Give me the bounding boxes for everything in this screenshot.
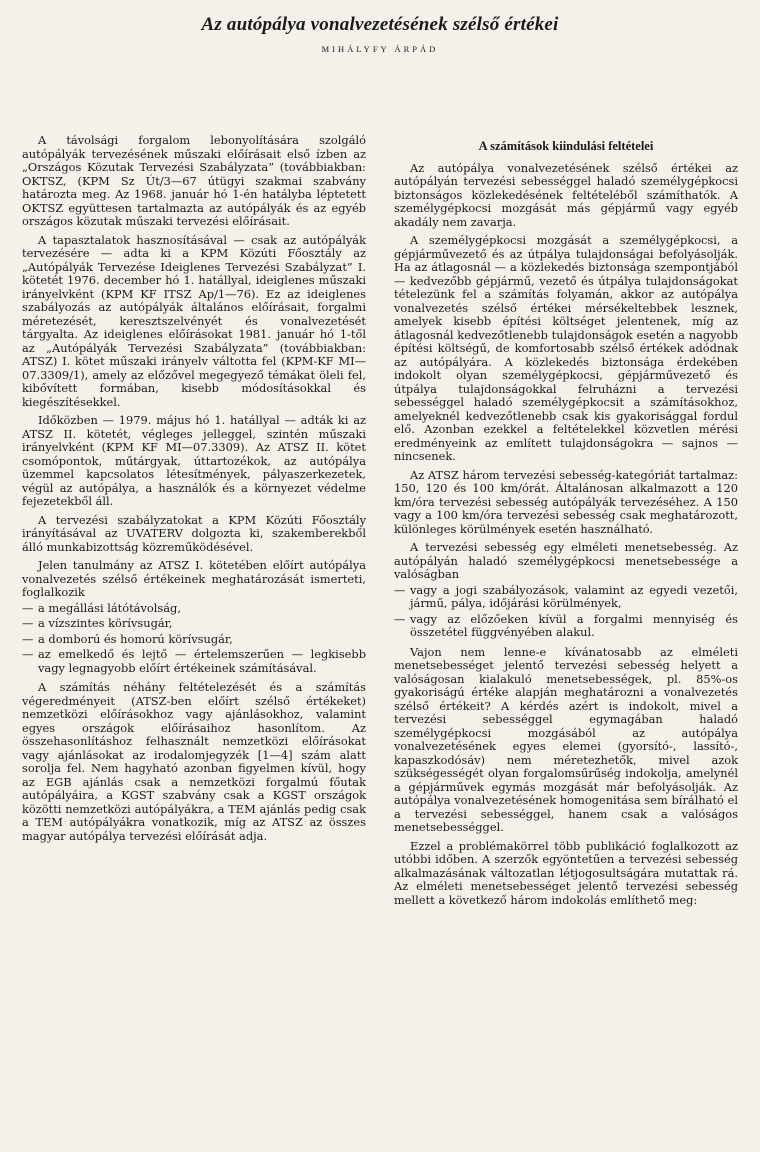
- paragraph: Jelen tanulmány az ATSZ I. kötetében előírt autópálya vonalvezetés szélső értékeinek meghatározását ismerteti, foglalkozik: [22, 558, 366, 599]
- left-column: [22, 134, 366, 912]
- paragraph: Vajon nem lenne-e kívánatosabb az elméleti menetsebességet jelentő tervezési sebesség helyett a valóságosan kialakuló menetsebességek, pl. 85%-os gyakoriságú értéke alapján meghatározni a vonalvezetés szélső értékeit? A kérdés azért is indokolt, mivel a tervezési sebességgel egymagában haladó személygépkocsi mozgásából az autópálya vonalvezetésének egyes elemei (gyorsító-, lassító-, kapaszkodósáv) nem méretezhetők, mivel azok szükségességét olyan forgalomsűrűség indokolja, amelynél a gépjárművek egymás mozgását már befolyásolják. Az autópálya vonalvezetésének homogenitása sem bírálható el a tervezési sebességgel, hanem csak a valóságos menetsebességgel.: [394, 644, 738, 834]
- paragraph: A tervezési szabályzatokat a KPM Közúti Főosztály irányításával az UVATERV dolgozta ki, szakemberekből álló munkabizottság közreműködésével.: [22, 512, 366, 554]
- paragraph: Az autópálya vonalvezetésének szélső értékei az autópályán tervezési sebességgel haladó személygépkocsi biztonságos közlekedésének feltételéből számíthatók. A személygépkocsi mozgását más gépjármű vagy egyéb akadály nem zavarja.: [394, 160, 738, 229]
- section-heading: A számítások kiindulási feltételei: [478, 139, 654, 153]
- list-item: — az emelkedő és lejtő — értelemszerűen — legkisebb vagy legnagyobb előírt értékeinek számításával.: [22, 647, 366, 675]
- article-title: Az autópálya vonalvezetésének szélső értékei: [201, 14, 559, 35]
- list-item: — vagy a jogi szabályozások, valamint az egyedi vezetői, jármű, pálya, időjárási körülmények,: [394, 582, 738, 610]
- paragraph: A számítás néhány feltételezését és a számítás végeredményeit (ATSZ-ben előírt szélső értékeket) nemzetközi előírásokhoz vagy ajánlásokhoz, valamint egyes országok előírásaihoz hasonlítom. Az összehasonlításhoz felhasznált nemzetközi előírásokat vagy ajánlásokat az irodalomjegyzék [1—4] szám alatt sorolja fel. Nem hagyható azonban figyelmen kívül, hogy az EGB ajánlás csak a nemzetközi forgalmú főutak autópályáira, a KGST szabvány csak a KGST országok közötti nemzetközi autópályákra, a TEM ajánlás pedig csak a TEM autópályákra vonatkozik, míg az ATSZ az összes magyar autópálya tervezési előírását adja.: [22, 680, 366, 843]
- paragraph: A tapasztalatok hasznosításával — csak az autópályák tervezésére — adta ki a KPM Közúti Főosztály az „Autópályák Tervezése Ideiglenes Tervezési Szabályzat” I. kötetét 1976. december hó 1. hatállyal, ideiglenes műszaki irányelvként (KPM KF ITSZ Ap/1—76). Ez az ideiglenes szabályozás az autópályák általános előírásait, forgalmi méretezését, keresztszelvényét és vonalvezetését tárgyalta. Az ideiglenes előírásokat 1981. január hó 1-től az „Autópályák Tervezési Szabályzata” (továbbiakban: ATSZ) I. kötet műszaki irányelv váltotta fel (KPM-KF MI—07.3309/1), amely az előzővel megegyező témákat öleli fel, kibővített formában, kisebb módosításokkal és kiegészítésekkel.: [22, 232, 366, 409]
- paragraph: A távolsági forgalom lebonyolítására szolgáló autópályák tervezésének műszaki előírásait első ízben az „Országos Közutak Tervezési Szabályzata” (továbbiakban: OKTSZ, (KPM Sz Út/3—67 útügyi szakmai szabvány határozta meg. Az 1968. január hó 1-én hatályba léptetett OKTSZ együttesen tartalmazta az autópályák és az egyéb országos közutak műszaki tervezési előírásait.: [22, 133, 366, 228]
- paragraph: A tervezési sebesség egy elméleti menetsebesség. Az autópályán haladó személygépkocsi menetsebessége a valóságban: [394, 540, 738, 581]
- list-item: — vagy az előzőeken kívül a forgalmi mennyiség és összetétel függvényében alakul.: [394, 611, 738, 639]
- paragraph: Ezzel a problémakörrel több publikáció foglalkozott az utóbbi időben. A szerzők egyöntetűen a tervezési sebesség alkalmazásának változatlan létjogosultságára mutattak rá. Az elméleti menetsebességet jelentő tervezési sebesség mellett a következő három indokolás említhető meg:: [394, 838, 738, 907]
- paragraph: Az ATSZ három tervezési sebesség-kategóriát tartalmaz: 150, 120 és 100 km/órát. Általánosan alkalmazott a 120 km/óra tervezési sebesség autópályák tervezéséhez. A 150 vagy a 100 km/óra tervezési sebesség csak meghatározott, különleges körülmények esetén használható.: [394, 467, 738, 536]
- paragraph: A személygépkocsi mozgását a személygépkocsi, a gépjárművezető és az útpálya tulajdonságai befolyásolják. Ha az átlagosnál — a közlekedés biztonsága szempontjából — kedvezőbb gépjármű, vezető és útpálya tulajdonságokat tételezünk fel a számítás folyamán, akkor az autópálya vonalvezetés szélső értékei mérsékeltebbek lesznek, amelyek kisebb építési költséget jelentenek, míg az átlagosnál kedvezőtlenebb tulajdonságok esetén a nagyobb építési költségű, de komfortosabb szélső értékek adódnak az autópályára. A közlekedés biztonsága érdekében indokolt olyan személygépkocsi, gépjárművezető és útpálya tulajdonságokkal felruházni a tervezési sebességgel haladó személygépkocsit a számításokhoz, amelyeknél kedvezőtlenebb csak kis gyakorisággal fordul elő. Azonban ezekkel a feltételekkel közvetlen mérési eredményeink az említett tulajdonságokra — sajnos — nincsenek.: [394, 233, 738, 463]
- article-author: MIHÁLYFY ÁRPÁD: [321, 44, 439, 54]
- list-item: — a vízszintes körívsugár,: [22, 616, 173, 630]
- paragraph: Időközben — 1979. május hó 1. hatállyal — adták ki az ATSZ II. kötetét, végleges jelleggel, szintén műszaki irányelvként (KPM KF MI—07.3309). Az ATSZ II. kötet csomópontok, műtárgyak, úttartozékok, az autópálya üzemmel kapcsolatos létesítmények, pályaszerkezetek, végül az autópálya, a használók és a környezet védelme fejezetekből áll.: [22, 413, 366, 508]
- right-column: [394, 134, 738, 912]
- list-item: — a megállási látótávolság,: [22, 600, 181, 615]
- list-item: — a domború és homorú körívsugár,: [22, 631, 233, 646]
- two-column-body: [22, 82, 738, 912]
